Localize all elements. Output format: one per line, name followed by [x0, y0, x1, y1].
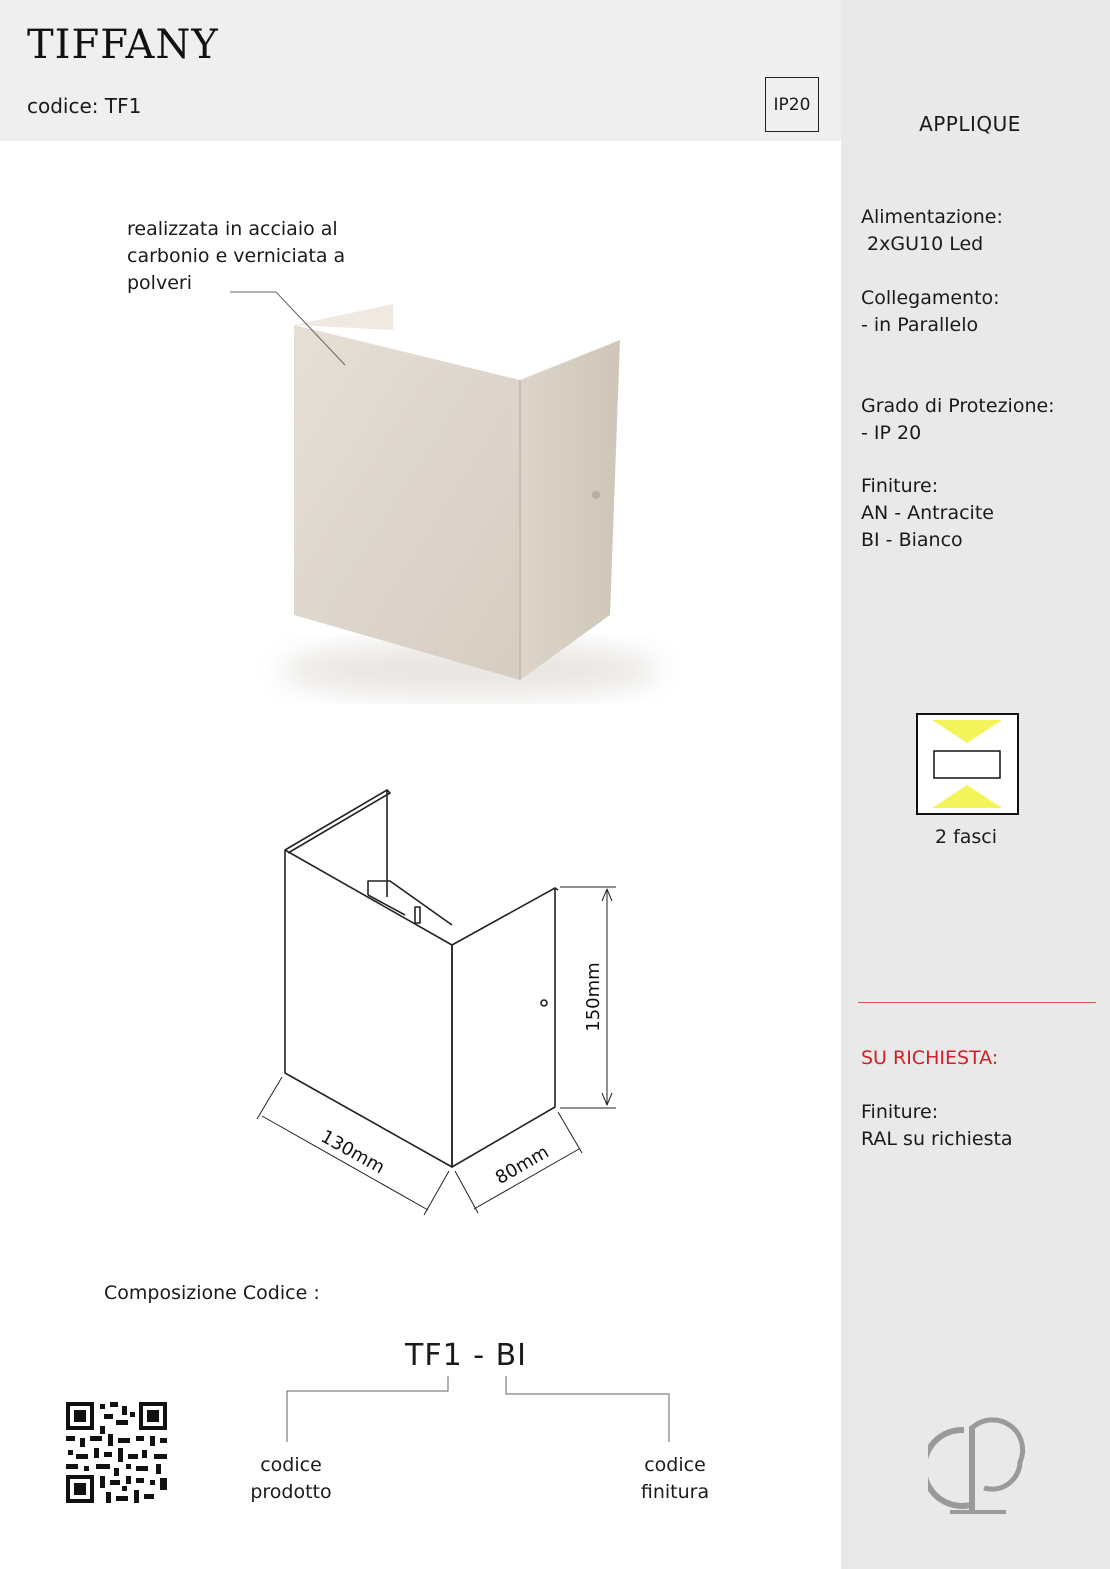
material-note: realizzata in acciaio al carbonio e verniciata a polveri: [127, 218, 346, 294]
brand-logo-icon: [928, 1416, 1032, 1520]
spec-finishes-label: Finiture:: [861, 475, 939, 497]
spec-power: [861, 204, 1003, 258]
spec-protection: [861, 393, 1055, 447]
spec-connection-value: - in Parallelo: [861, 314, 979, 336]
beam-caption: 2 fasci: [934, 826, 998, 848]
divider: [858, 1002, 1096, 1003]
caption-finish-code: [610, 1452, 740, 1506]
spec-power-value: 2xGU10 Led: [861, 233, 984, 255]
ip-rating-badge: [765, 77, 819, 132]
caption-finish-code-line1: codice: [644, 1454, 706, 1476]
product-code: codice: TF1: [27, 94, 142, 118]
on-request-title: SU RICHIESTA:: [861, 1047, 999, 1069]
on-request-label: Finiture:: [861, 1101, 939, 1123]
product-title: TIFFANY: [27, 22, 219, 68]
depth-dimension: 80mm: [491, 1141, 553, 1189]
spec-protection-label: Grado di Protezione:: [861, 395, 1055, 417]
beam-pattern-icon: [916, 713, 1020, 816]
caption-finish-code-line2: finitura: [640, 1481, 710, 1503]
qr-code-icon: [64, 1400, 169, 1505]
spec-finish-an: AN - Antracite: [861, 502, 994, 524]
code-connectors: [280, 1370, 680, 1450]
on-request-value: RAL su richiesta: [861, 1128, 1013, 1150]
height-dimension: 150mm: [583, 962, 604, 1032]
spec-finishes: [861, 473, 994, 554]
width-dimension: 130mm: [317, 1126, 389, 1179]
caption-product-code: [226, 1452, 356, 1506]
code-composition-title: Composizione Codice :: [104, 1282, 320, 1304]
product-category: APPLIQUE: [919, 112, 1021, 136]
spec-power-label: Alimentazione:: [861, 206, 1003, 228]
spec-finish-bi: BI - Bianco: [861, 529, 963, 551]
code-example: TF1 - BI: [405, 1338, 527, 1373]
spec-protection-value: - IP 20: [861, 422, 922, 444]
spec-connection-label: Collegamento:: [861, 287, 1000, 309]
on-request-finishes: [861, 1099, 1013, 1153]
product-photo: [230, 270, 680, 720]
technical-drawing: [250, 785, 640, 1225]
spec-connection: [861, 285, 1000, 339]
caption-product-code-line2: prodotto: [250, 1481, 332, 1503]
ip-rating-text: IP20: [773, 94, 811, 115]
caption-product-code-line1: codice: [260, 1454, 322, 1476]
